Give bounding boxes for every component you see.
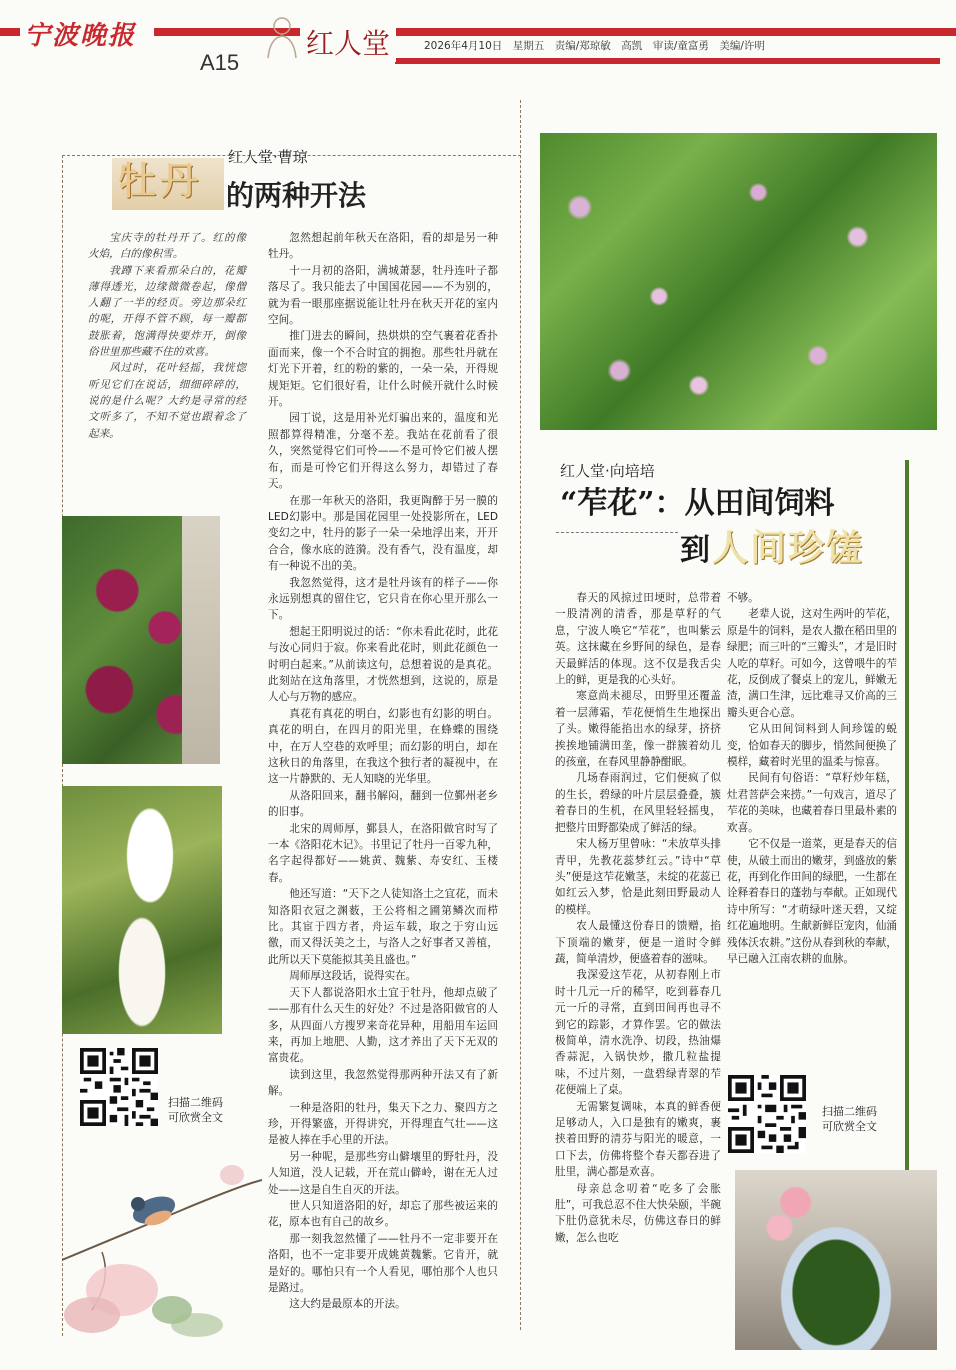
paragraph: 几场春雨润过，它们便疯了似的生长，碧绿的叶片层层叠叠，簇着春日的生机，在风里轻轻摇曳，把整片田野都染成了鲜活的绿。 [555,772,721,834]
peony-author: 红人堂·曹琼 [228,148,308,166]
paragraph: 我深爱这苲花，从初春刚上市时十几元一斤的稀罕，吃到暮春几元一斤的寻常，直到田间再也寻不到它的踪影，才算作罢。它的做法极简单，清水洗净、切段，热油爆香蒜泥，入锅快炒，撒几粒盐提味，不过片刻，一盘碧绿青翠的苲花便端上了桌。 [555,969,721,1097]
paragraph: 老辈人说，这对生两叶的苲花，原是牛的饲料，是农人撒在稻田里的绿肥；而三叶的“三瓣头”，才是旧时人吃的草籽。可如今，这曾喂牛的苲花，反倒成了餐桌上的宠儿，鲜嫩无渣，满口生津，远比难寻又价高的三瓣头更合心意。 [727,608,897,719]
section-figure-icon [262,14,302,60]
paragraph: 他还写道：“天下之人徒知洛土之宜花，而未知洛阳衣冠之渊薮，王公将相之圃第鳞次而栉比。其宦于四方者，舟运车载，取之于穷山远徼，而又得沃美之土，与洛人之好事者又善植，此所以天下莫能拟其美且盛也。” [268,888,498,966]
paragraph: 这大约是最原本的开法。 [289,1298,406,1311]
clover-body-col2 [727,590,897,967]
paragraph: 不够。 [727,592,759,604]
poem-paragraph: 宝庆寺的牡丹开了。红的像火焰，白的像积雪。 [88,232,246,261]
section-title: 红人堂 [300,22,396,62]
qr-code-peony[interactable] [80,1048,158,1126]
peony-body [268,230,498,1313]
qr-code-clover[interactable] [728,1075,806,1153]
qr-code-icon [80,1048,158,1126]
paragraph: 我忽然觉得，这才是牡丹该有的样子——你永远别想真的留住它，它只肯在你心里开那么一下。 [268,576,498,622]
page-number: A15 [200,50,240,75]
paragraph: 在那一年秋天的洛阳，我更陶醉于另一膜的LED幻影中。那是国花园里一处投影所在，LED变幻之中，牡丹的影子一朵一朵地浮出来，开开合合，像水底的涟漪。没有香气，没有温度，却有一种说不出的美。 [268,494,498,573]
peony-title: 的两种开法 [226,179,367,212]
paragraph: 母亲总念叨着“吃多了会胀肚”，可我总忍不住大快朵颐，半碗下肚仍意犹未尽，仿佛这春日的鲜嫩，怎么也吃 [555,1182,721,1244]
paragraph: 天下人都说洛阳水土宜于牡丹，他却点破了——那有什么天生的好处？不过是洛阳做官的人多，从四面八方搜罗来奇花异种，用船用车运回来，再加上地肥、人勤，这才养出了天下无双的富贵花。 [268,986,498,1065]
clover-body-col1 [555,590,721,1246]
paragraph: 真花有真花的明白，幻影也有幻影的明白。真花的明白，在四月的阳光里，在蜂蝶的围绕中，在万人空巷的欢呼里；而幻影的明白，却在这秋日的角落里，在我这个独行者的凝视中，在这一片静默的、无人知晓的光华里。 [268,707,498,786]
paragraph: 民间有句俗语：“草籽炒年糕，灶君菩萨会来捞。”一句戏言，道尽了苲花的美味，也藏着春日里最朴素的欢喜。 [727,772,897,834]
paragraph: 读到这里，我忽然觉得那两种开法又有了新解。 [268,1068,498,1098]
paragraph: 无需繁复调味，本真的鲜香便足够动人，入口是独有的嫩爽，裹挟着田野的清芬与阳光的暖意，一口下去，仿佛将整个春天都吞进了肚里，满心都是欢喜。 [555,1100,721,1179]
paragraph: 十一月初的洛阳，满城萧瑟，牡丹连叶子都落尽了。我只能去了中国国花园——不为别的，就为看一眼那座据说能让牡丹在秋天开花的室内空间。 [268,264,498,327]
clover-title-line1: “苲花”：从田间饲料 [560,486,835,521]
poem-paragraph: 我蹲下来看那朵白的，花瓣薄得透光，边缘微微卷起，像僧人翻了一半的经页。旁边那朵红的呢，开得不管不顾，每一瓣都鼓胀着，饱满得快要炸开，倒像俗世里那些藏不住的欢喜。 [88,264,246,359]
peony-title-art: 牡丹 [118,158,203,203]
paragraph: 园丁说，这是用补光灯骗出来的，温度和光照都算得精准，分毫不差。我站在花前看了很久，突然觉得它们可怜——不是可怜它们被人摆布，而是可怜它们开得这么努力，却错过了春天。 [268,412,498,491]
paragraph: 世人只知道洛阳的好，却忘了那些被运来的花，原本也有自己的故乡。 [268,1199,498,1229]
clover-title-line2: 到 [680,533,710,568]
paragraph: 从洛阳回来，翻书解闷，翻到一位鄞州老乡的旧事。 [268,789,498,819]
paragraph: 春天的风掠过田埂时，总带着一股清冽的清香，那是草籽的气息，宁波人唤它“苲花”，也叫紫云英。这抹藏在乡野间的绿色，是春天最鲜活的体现。这不仅是我舌尖上的鲜，更是我的心头好。 [555,592,721,687]
column-divider [520,100,522,1330]
white-peony-photo [62,786,222,1034]
paragraph: 它不仅是一道菜，更是春天的信使，从破土而出的嫩芽，到盛放的紫花，再到化作田间的绿肥，一生都在诠释着春日的蓬勃与奉献。正如现代诗中所写：“才萌绿叶迷天碧，又绽红花遍地明。生献新鲜臣宠肉，仙涌残体沃农耕。”这份从春到秋的奉献，早已融入江南农耕的血脉。 [727,838,897,965]
paragraph: 农人最懂这份春日的馈赠，掐下顶端的嫩芽，便是一道时令鲜蔬，简单清炒，便盛着春的滋味。 [555,920,721,965]
header-meta: 2026年4月10日 星期五 责编/郑琼敏 高凯 审读/童富勇 美编/许明 [420,38,769,53]
paragraph: 那一刻我忽然懂了——牡丹不一定非要开在洛阳，也不一定非要开成姚黄魏紫。它肯开，就是好的。哪怕只有一个人看见，哪怕那个人也只是路过。 [268,1232,498,1294]
paragraph: 寒意尚未褪尽，田野里还覆盖着一层薄霜，苲花便悄生生地探出了头。嫩得能掐出水的绿芽，挤挤挨挨地铺满田垄，像一群簇着幼儿的孩童，在春风里静静酣眠。 [555,690,721,769]
paragraph: 想起王阳明说过的话：“你未看此花时，此花与汝心同归于寂。你来看此花时，则此花颜色一时明白起来。”从前读这句，总想着说的是真花。此刻站在这角落里，才恍然想到，这说的，原是人心与万物的感应。 [268,625,498,704]
peony-poem [88,230,246,442]
red-peony-photo [62,516,220,764]
newspaper-logo: 宁波晚报 [20,18,154,54]
bird-and-peony-ink-painting [62,1140,262,1340]
header-underline [395,58,940,64]
paragraph: 宋人杨万里曾咏：“未放草头排青甲，先教花蕊梦红云。”诗中“草头”便是这苲花嫩茎，未绽的花蕊已如红云入梦，恰是此刻田野最动人的模样。 [555,838,721,916]
poem-paragraph: 风过时，花叶轻摇，我恍惚听见它们在说话，细细碎碎的，说的是什么呢？大约是寻常的经文听多了，不知不觉也跟着念了起来。 [88,362,246,440]
paragraph: 推门进去的瞬间，热烘烘的空气裹着花香扑面而来，像一个不合时宜的拥抱。那些牡丹就在灯光下开着，红的粉的紫的，一朵一朵，开得规规矩矩。它们很好看，让什么时候开就什么时候开。 [268,330,498,409]
qr-caption: 扫描二维码 可欣赏全文 [168,1096,223,1124]
paragraph: 它从田间饲料到人间珍馐的蜕变，恰如春天的脚步，悄然间便换了模样，藏着时光里的温柔与惊喜。 [727,723,897,769]
qr-code-icon [728,1075,806,1153]
clover-title-art: 人间珍馐 [712,527,865,569]
paragraph: 忽然想起前年秋天在洛阳，看的却是另一种牡丹。 [268,232,498,261]
paragraph: 另一种呢，是那些穷山僻壤里的野牡丹，没人知道，没人记载，开在荒山僻岭，谢在无人过处——这是自生自灭的开法。 [268,1150,498,1196]
title-dash-line [556,532,678,533]
paragraph: 一种是洛阳的牡丹，集天下之力、聚四方之珍，开得繁盛，开得讲究，开得理直气壮——这是被人捧在手心里的开法。 [268,1101,498,1147]
stir-fried-clover-dish-photo [735,1170,937,1350]
clover-author: 红人堂·向培培 [560,462,655,480]
qr-caption: 扫描二维码 可欣赏全文 [822,1105,877,1133]
clover-field-photo [540,133,937,430]
paragraph: 周师厚这段话，说得实在。 [289,970,417,983]
paragraph: 北宋的周师厚，鄞县人，在洛阳做官时写了一本《洛阳花木记》。书里记了牡丹一百零九种，名字起得都好——姚黄、魏紫、寿安红、玉楼春。 [268,822,498,884]
